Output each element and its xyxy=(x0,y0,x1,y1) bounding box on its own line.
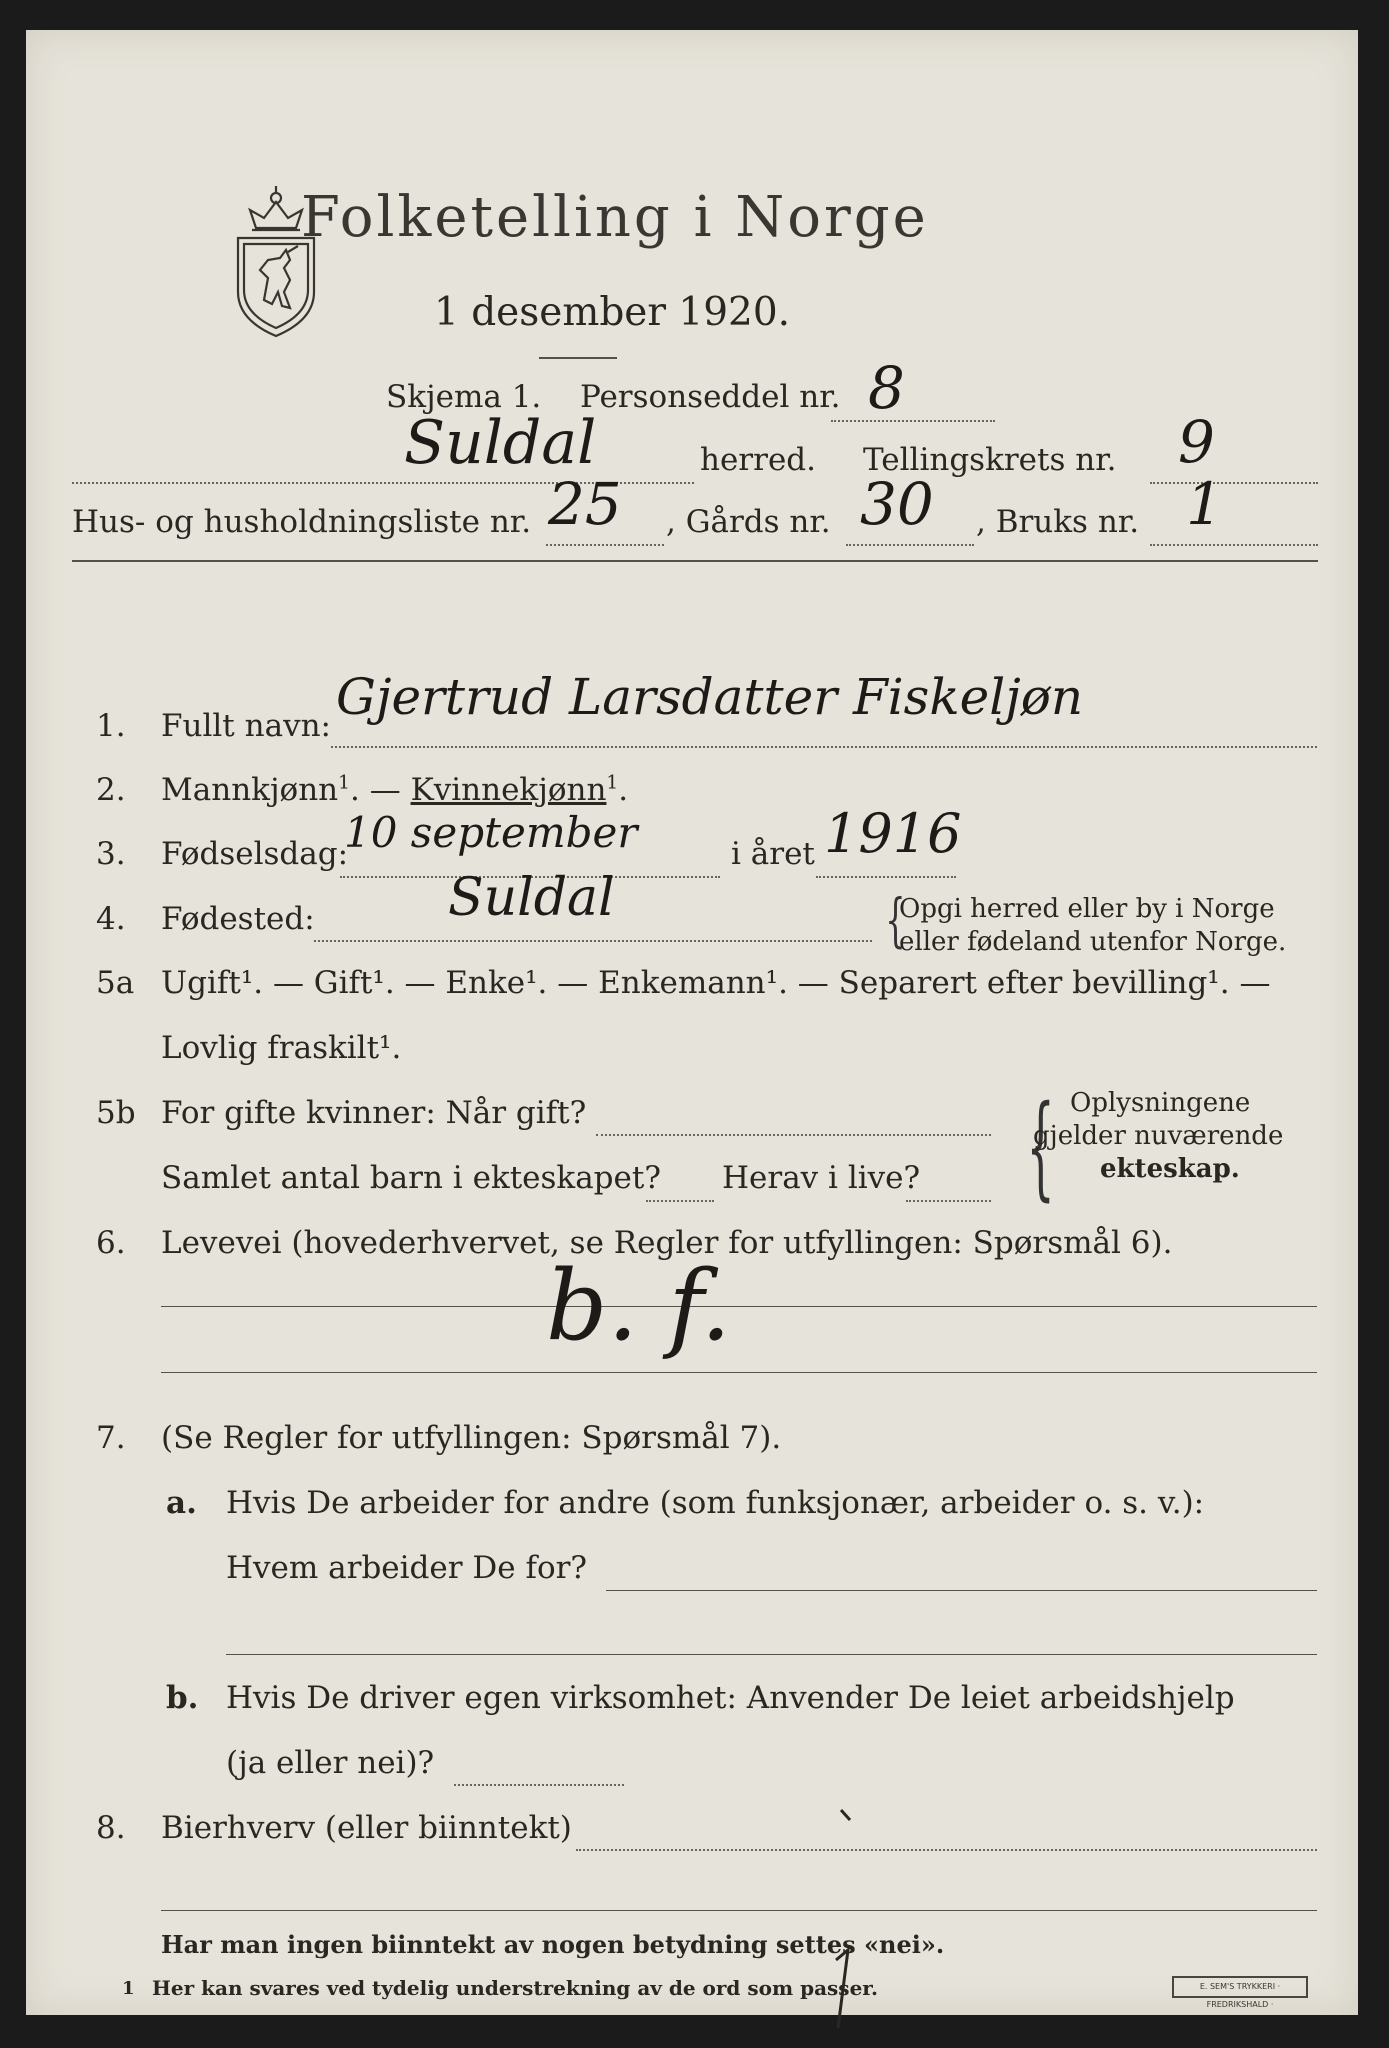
q5b-number: 5b xyxy=(96,1095,136,1131)
q8-note: Har man ingen biinntekt av nogen betydning settes «nei». xyxy=(161,1930,945,1959)
form-date: 1 desember 1920. xyxy=(434,290,791,335)
q7a-line-2: Hvem arbeider De for? xyxy=(226,1550,588,1586)
q4-number: 4. xyxy=(96,901,126,937)
q3-label: Fødselsdag: xyxy=(161,836,349,872)
tellingskrets-label: Tellingskrets nr. xyxy=(863,442,1117,478)
q6-label: Levevei (hovederhvervet, se Regler for utfyllingen: Spørsmål 6). xyxy=(161,1225,1173,1261)
q5b-brace: { xyxy=(1026,1082,1055,1212)
employer-field-2[interactable] xyxy=(226,1654,1317,1655)
bruks-label: , Bruks nr. xyxy=(976,504,1140,540)
personseddel-label: Personseddel nr. xyxy=(580,379,841,415)
gards-value: 30 xyxy=(860,470,934,538)
kvinnekjonn-option[interactable]: Kvinnekjønn xyxy=(410,772,607,808)
year-label: i året xyxy=(731,836,815,872)
children-count-field[interactable] xyxy=(646,1200,714,1202)
occupation-line-1[interactable] xyxy=(161,1306,1317,1307)
birthplace-field[interactable] xyxy=(314,940,872,942)
printer-stamp: E. SEM'S TRYKKERI · FREDRIKSHALD · xyxy=(1172,1976,1308,1998)
birth-year-field[interactable] xyxy=(816,876,956,878)
title-divider xyxy=(539,357,617,359)
q8-label: Bierhverv (eller biinntekt) xyxy=(161,1810,572,1846)
footnote-number: 1 xyxy=(122,1978,135,1999)
pen-marks xyxy=(776,1800,896,2030)
q7b-line-1: Hvis De driver egen virksomhet: Anvender De leiet arbeidshjelp xyxy=(226,1680,1235,1716)
occupation-line-2[interactable] xyxy=(161,1372,1317,1373)
skjema-label: Skjema 1. xyxy=(386,379,542,415)
q2-options: Mannkjønn$^1$. — Kvinnekjønn$^1$. xyxy=(161,772,629,808)
herred-value: Suldal xyxy=(404,408,597,478)
bruks-value: 1 xyxy=(1186,470,1223,538)
hired-help-field[interactable] xyxy=(454,1784,624,1786)
q5b-note-2: gjelder nuværende xyxy=(1033,1121,1284,1151)
q5b-line-2b: Herav i live? xyxy=(722,1160,921,1196)
footnote-text: Her kan svares ved tydelig understrekning av de ord som passer. xyxy=(152,1976,878,2000)
header-rule xyxy=(72,560,1318,562)
birthdate-value: 10 september xyxy=(344,808,638,857)
occupation-value: b. f. xyxy=(546,1250,732,1362)
personseddel-value: 8 xyxy=(868,354,905,422)
q7b-number: b. xyxy=(166,1680,199,1716)
q3-number: 3. xyxy=(96,836,126,872)
q8-number: 8. xyxy=(96,1810,126,1846)
q5b-line-1: For gifte kvinner: Når gift? xyxy=(161,1095,587,1131)
bruks-field[interactable] xyxy=(1150,544,1318,546)
hus-value: 25 xyxy=(548,470,622,538)
q5b-note-1: Oplysningene xyxy=(1070,1088,1251,1118)
q5a-number: 5a xyxy=(96,965,135,1001)
q5b-line-2a: Samlet antal barn i ekteskapet? xyxy=(161,1160,661,1196)
civil-status-options-2[interactable]: Lovlig fraskilt¹. xyxy=(161,1030,402,1066)
full-name-value: Gjertrud Larsdatter Fiskeljøn xyxy=(336,668,1084,726)
children-alive-field[interactable] xyxy=(906,1200,991,1202)
form-title: Folketelling i Norge xyxy=(301,185,929,250)
q7-number: 7. xyxy=(96,1420,126,1456)
hus-field[interactable] xyxy=(546,544,664,546)
employer-field[interactable] xyxy=(606,1590,1317,1591)
tellingskrets-value: 9 xyxy=(1178,408,1215,476)
q4-note-1: Opgi herred eller by i Norge xyxy=(899,894,1275,924)
q4-label: Fødested: xyxy=(161,901,315,937)
birthplace-value: Suldal xyxy=(448,868,615,928)
q5b-note-3: ekteskap. xyxy=(1100,1154,1240,1184)
civil-status-options[interactable]: Ugift¹. — Gift¹. — Enke¹. — Enkemann¹. — Separert efter bevilling¹. — xyxy=(161,965,1271,1001)
full-name-field[interactable] xyxy=(331,746,1317,748)
q1-number: 1. xyxy=(96,708,126,744)
gards-label: , Gårds nr. xyxy=(666,504,831,540)
q7a-line-1: Hvis De arbeider for andre (som funksjonær, arbeider o. s. v.): xyxy=(226,1485,1205,1521)
hus-label: Hus- og husholdningsliste nr. xyxy=(72,504,532,540)
side-income-field[interactable] xyxy=(576,1849,1317,1851)
q4-note-2: eller fødeland utenfor Norge. xyxy=(899,927,1287,957)
side-income-line-2[interactable] xyxy=(161,1910,1317,1911)
q1-label: Fullt navn: xyxy=(161,708,331,744)
q7b-line-2: (ja eller nei)? xyxy=(226,1745,435,1781)
married-when-field[interactable] xyxy=(596,1134,991,1136)
q4-brace: { xyxy=(885,886,906,954)
census-form xyxy=(26,30,1358,2015)
q7a-number: a. xyxy=(166,1485,197,1521)
q2-number: 2. xyxy=(96,772,126,808)
personseddel-field[interactable] xyxy=(831,420,995,422)
gards-field[interactable] xyxy=(846,544,974,546)
herred-label: herred. xyxy=(700,442,816,478)
q7-label: (Se Regler for utfyllingen: Spørsmål 7). xyxy=(161,1420,782,1456)
birth-year-value: 1916 xyxy=(824,802,962,865)
tellingskrets-field[interactable] xyxy=(1150,482,1318,484)
q6-number: 6. xyxy=(96,1225,126,1261)
mannkjonn-option[interactable]: Mannkjønn xyxy=(161,772,339,808)
